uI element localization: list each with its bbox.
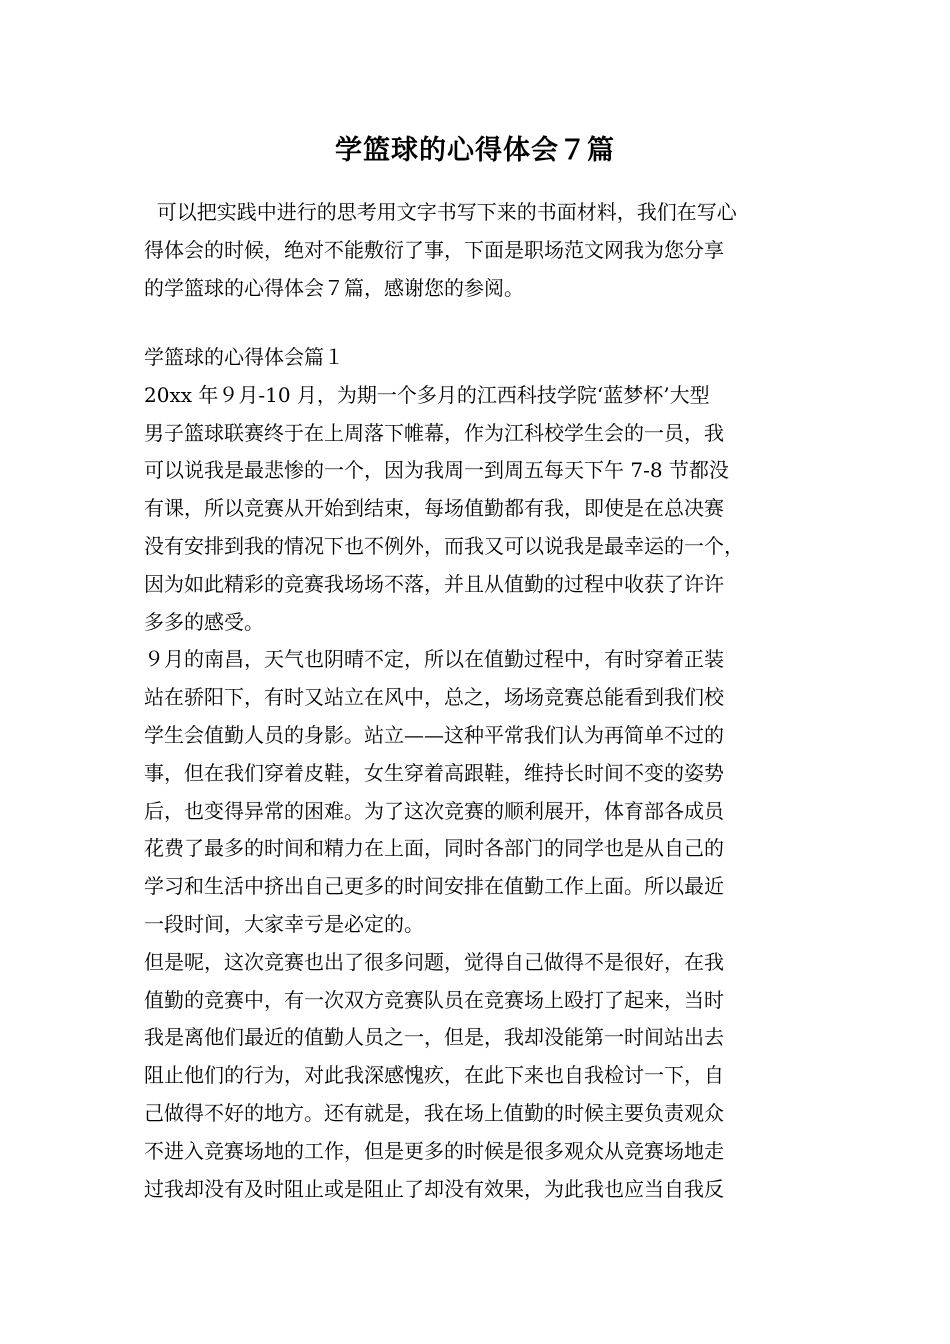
text-line: 不进入竞赛场地的工作，但是更多的时候是很多观众从竞赛场地走 bbox=[144, 1138, 724, 1163]
intro-paragraph bbox=[144, 193, 814, 307]
text-line: 因为如此精彩的竞赛我场场不落，并且从值勤的过程中收获了许许 bbox=[144, 571, 724, 596]
text-line: 站在骄阳下，有时又站立在风中，总之，场场竞赛总能看到我们校 bbox=[144, 685, 724, 710]
text-line: 可以把实践中进行的思考用文字书写下来的书面材料，我们在写心 bbox=[144, 200, 737, 224]
text-line: 事，但在我们穿着皮鞋，女生穿着高跟鞋，维持长时间不变的姿势 bbox=[144, 760, 724, 785]
text-line: 学生会值勤人员的身影。站立——这种平常我们认为再简单不过的 bbox=[144, 722, 724, 747]
text-line: 值勤的竞赛中，有一次双方竞赛队员在竞赛场上殴打了起来，当时 bbox=[144, 987, 724, 1012]
text-line: 20xx 年９月-10 月，为期一个多月的江西科技学院‘蓝梦杯’大型 bbox=[144, 382, 710, 407]
text-line: 男子篮球联赛终于在上周落下帷幕，作为江科校学生会的一员，我 bbox=[144, 420, 724, 445]
text-line: 阻止他们的行为，对此我深感愧疚，在此下来也自我检讨一下，自 bbox=[144, 1063, 724, 1088]
text-line: 的学篮球的心得体会７篇，感谢您的参阅。 bbox=[144, 276, 524, 300]
text-line: 但是呢，这次竞赛也出了很多问题，觉得自己做得不是很好，在我 bbox=[144, 949, 724, 974]
text-line: 得体会的时候，绝对不能敷衍了事，下面是职场范文网我为您分享 bbox=[144, 238, 724, 262]
text-line: 没有安排到我的情况下也不例外，而我又可以说我是最幸运的一个， bbox=[144, 533, 744, 558]
text-line: 可以说我是最悲惨的一个，因为我周一到周五每天下午 7-8 节都没 bbox=[144, 458, 729, 483]
section-heading: 学篮球的心得体会篇１ bbox=[144, 345, 344, 369]
text-line: 多多的感受。 bbox=[144, 609, 264, 634]
text-line: 后，也变得异常的困难。为了这次竞赛的顺利展开，体育部各成员 bbox=[144, 798, 724, 823]
text-line: ９月的南昌，天气也阴晴不定，所以在值勤过程中，有时穿着正装 bbox=[144, 647, 724, 672]
text-line: 学习和生活中挤出自己更多的时间安排在值勤工作上面。所以最近 bbox=[144, 874, 724, 899]
text-line: 一段时间，大家幸亏是必定的。 bbox=[144, 911, 424, 936]
text-line: 有课，所以竞赛从开始到结束，每场值勤都有我，即使是在总决赛 bbox=[144, 496, 724, 521]
text-line: 花费了最多的时间和精力在上面，同时各部门的同学也是从自己的 bbox=[144, 836, 724, 861]
section-body bbox=[144, 339, 814, 1208]
text-line: 己做得不好的地方。还有就是，我在场上值勤的时候主要负责观众 bbox=[144, 1100, 724, 1125]
text-line: 过我却没有及时阻止或是阻止了却没有效果，为此我也应当自我反 bbox=[144, 1176, 724, 1201]
text-line: 我是离他们最近的值勤人员之一，但是，我却没能第一时间站出去 bbox=[144, 1025, 724, 1050]
page-title: 学篮球的心得体会７篇 bbox=[335, 135, 615, 166]
